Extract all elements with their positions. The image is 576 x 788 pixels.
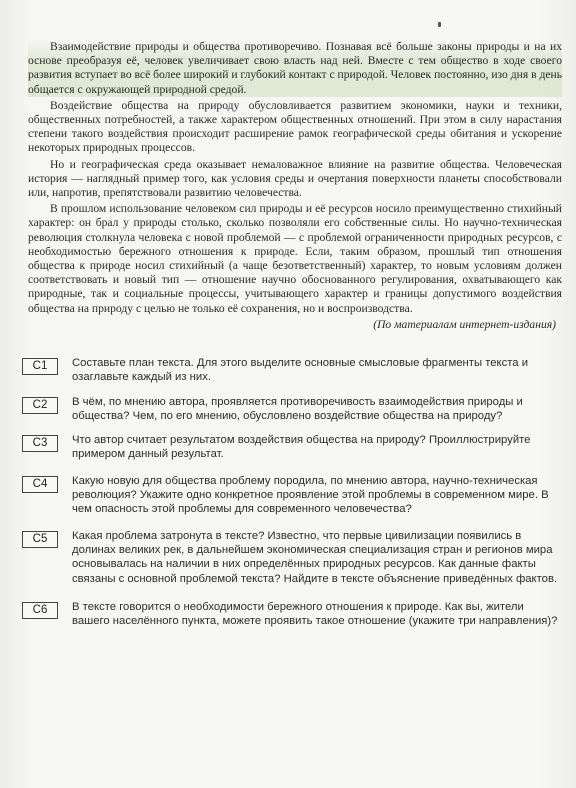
task-code-box: С1: [22, 358, 58, 375]
paragraph-3: Но и географическая среда оказывает немаловажное влияние на развитие общества. Человеческая история — наглядный пример того, как условия среды и очертания поверхности планеты способствовали или, напротив, препятствовали развитию человечества.: [28, 157, 562, 200]
source-attribution: (По материалам интернет-издания): [373, 317, 556, 331]
task-text: Составьте план текста. Для этого выделите основные смысловые фрагменты текста и озаглавьте каждый из них.: [72, 357, 529, 384]
task-code-box: С2: [22, 397, 58, 414]
task-c4: [22, 474, 562, 517]
paragraph-2: Воздействие общества на природу обусловливается развитием экономики, науки и техники, общественных потребностей, а также характером общественных отношений. При этом в силу нарастания степени такого воздействия происходит расширение рамок географической среды обитания и ускорение некоторых природных процессов.: [28, 98, 562, 155]
task-c6: [22, 600, 562, 629]
task-text: В тексте говорится о необходимости бережного отношения к природе. Как вы, жители вашего населённого пункта, можете проявить такое отношение (укажите три направления)?: [72, 600, 558, 628]
source-text: [28, 40, 562, 332]
task-code-box: С3: [22, 435, 58, 452]
task-code-box: С6: [22, 602, 58, 619]
paragraph-1: Взаимодействие природы и общества противоречиво. Познавая всё больше законы природы и на их основе преобразуя её, человек увеличивает свою власть над ней. Вместе с тем общество в ходе своего развития вступает во всё более широкий и глубокий контакт с природой. Человек постоянно, изо дня в день общается с окружающей природной средой.: [28, 40, 562, 96]
task-c3: [22, 433, 562, 462]
task-text: Какую новую для общества проблему породила, по мнению автора, научно-техническая революция? Укажите одно конкретное проявление этой проблемы в современном мире. В чем опасность этой проблемы для современного человечества?: [72, 474, 549, 516]
task-code-box: С4: [22, 476, 58, 493]
task-text: Какая проблема затронута в тексте? Известно, что первые цивилизации появились в долинах великих рек, в дальнейшем экономическая специализация стран и регионов мира основывалась на наличии в них определённых природных ресурсов. Как данные факты связаны с основной проблемой текста? Найдите в тексте объяснение приведённых фактов.: [72, 529, 558, 585]
task-c1: [22, 356, 562, 385]
scan-speck: [438, 22, 441, 27]
task-c2: [22, 395, 562, 424]
task-c5: [22, 529, 562, 586]
task-text: Что автор считает результатом воздействия общества на природу? Проиллюстрируйте примером данный результат.: [72, 434, 531, 461]
task-code-box: С5: [22, 531, 58, 548]
paragraph-4: В прошлом использование человеком сил природы и её ресурсов носило преимущественно стихийный характер: он брал у природы столько, сколько позволяли его собственные силы. Но научно-техническая революция столкнула человека с новой проблемой — с проблемой ограниченности природных ресурсов, с необходимостью бережного отношения к природе. Если, таким образом, прошлый тип отношения общества к природе носил стихийный (а чаще безответственный) характер, то новым условиям должен соответствовать и новый тип — отношение научно обоснованного регулирования, охватывающего как природные, так и социальные процессы, учитывающего характер и границы допустимого воздействия общества на природу с целью не только её сохранения, но и воспроизводства.: [28, 202, 562, 315]
task-list: [22, 356, 562, 636]
task-text: В чём, по мнению автора, проявляется противоречивость взаимодействия природы и общества? Чем, по его мнению, обусловлено воздействие общества на природу?: [72, 395, 523, 422]
